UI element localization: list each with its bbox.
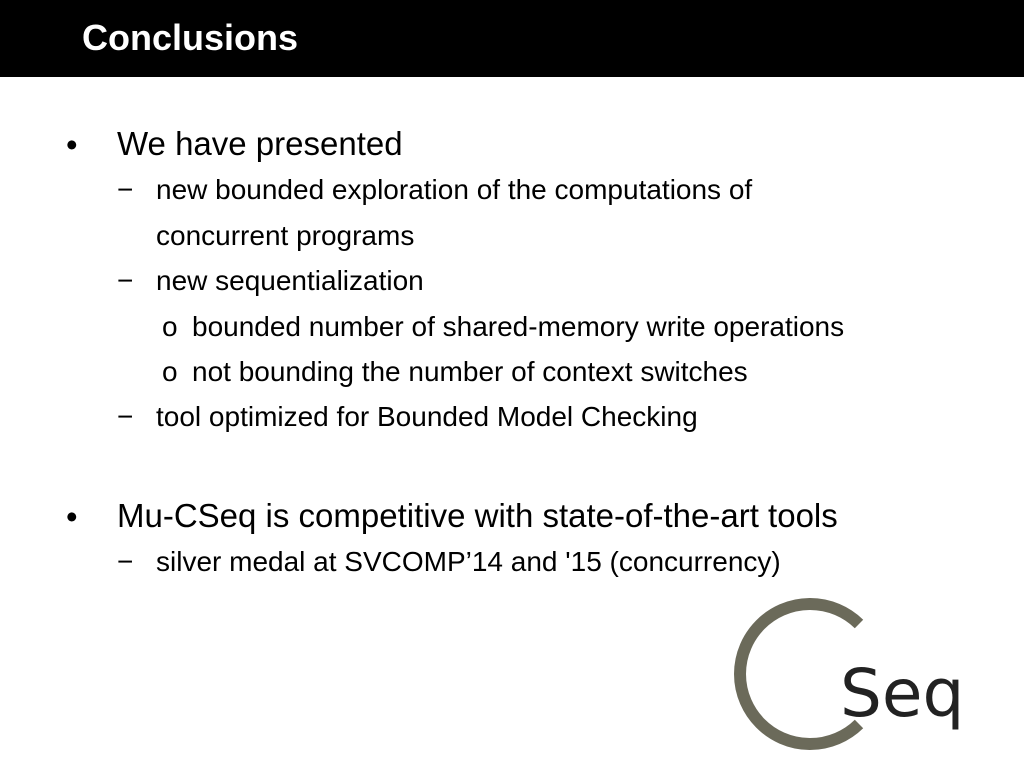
dash-marker: −	[117, 265, 134, 296]
sub-silver-medal: silver medal at SVCOMP’14 and '15 (concurrency)	[156, 546, 781, 577]
bullet-marker: •	[66, 126, 78, 163]
bullet-we-have-presented: We have presented	[117, 125, 403, 162]
dash-marker: −	[117, 174, 134, 205]
bullet-mu-cseq-competitive: Mu-CSeq is competitive with state-of-the-art tools	[117, 497, 838, 534]
title-bar	[0, 0, 1024, 77]
dash-marker: −	[117, 546, 134, 577]
sub-new-sequentialization: new sequentialization	[156, 265, 424, 296]
bullet-marker: •	[66, 498, 78, 535]
cseq-logo	[720, 596, 990, 756]
sub-bounded-exploration-line1: new bounded exploration of the computations of	[156, 174, 753, 205]
subsub-not-bounding-context-switches: not bounding the number of context switches	[192, 356, 748, 387]
circle-marker: o	[162, 356, 178, 387]
sub-tool-optimized: tool optimized for Bounded Model Checking	[156, 401, 698, 432]
slide-title: Conclusions	[82, 17, 299, 58]
subsub-bounded-writes: bounded number of shared-memory write operations	[192, 311, 845, 342]
sub-bounded-exploration-line2: concurrent programs	[156, 220, 415, 251]
dash-marker: −	[117, 401, 134, 432]
logo-text: Seq	[840, 655, 965, 732]
circle-marker: o	[162, 311, 178, 342]
